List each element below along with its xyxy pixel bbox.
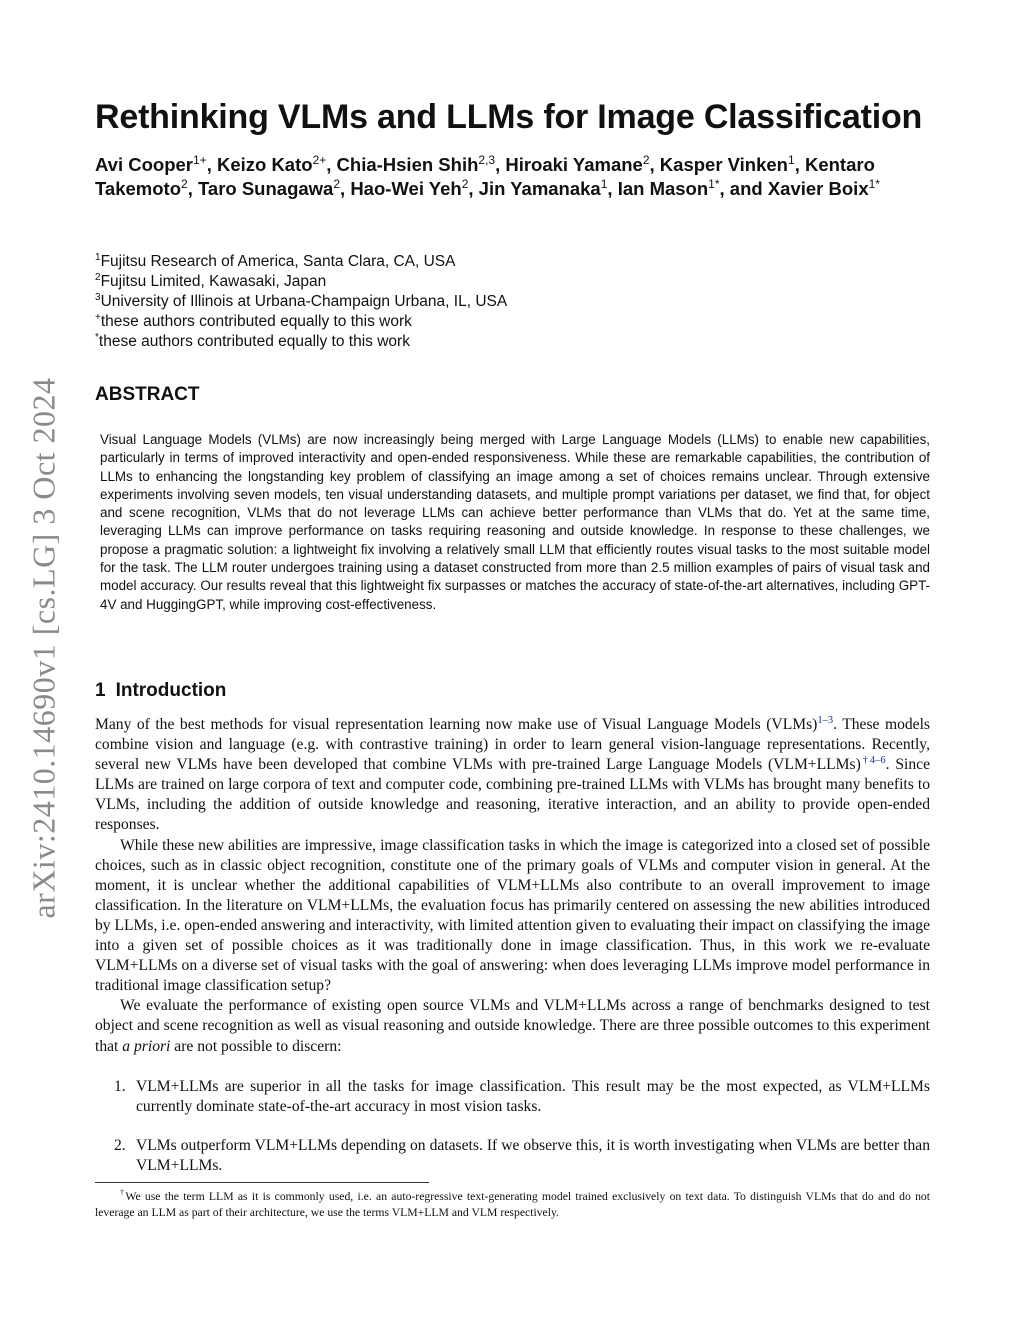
author-affiliation-mark: 2+ [312,153,327,167]
author-name: Xavier Boix$^{1*}$ [767,177,880,199]
abstract-body: Visual Language Models (VLMs) are now increasingly being merged with Large Language Models (LLMs) to enable new capabilities, particularly in terms of improved interactivity and open-ended responsiveness. While these are remarkable capabilities, the contribution of LLMs to enhancing the longstanding key problem of classifying an image among a set of choices remains unclear. Through extensive experiments involving seven models, ten visual understanding datasets, and multiple prompt variations per dataset, we find that, for object and scene recognition, VLMs that do not leverage LLMs can achieve better performance than VLMs that do. Yet at the same time, leveraging LLMs can improve performance on tasks requiring reasoning and outside knowledge. In response to these challenges, we propose a pragmatic solution: a lightweight fix involving a relatively small LLM that efficiently routes visual tasks to the most suitable model for the task. The LLM router undergoes training using a dataset constructed from more than 2.5 million examples of pairs of visual task and model accuracy. Our results reveal that this lightweight fix surpasses or matches the accuracy of state-of-the-art alternatives, including GPT-4V and HuggingGPT, while improving cost-effectiveness. [100,432,930,612]
citation-link[interactable]: †4–6 [860,755,886,767]
author-affiliation-mark: 1 [600,177,608,191]
list-number: 2. [114,1137,126,1154]
author-separator: , [794,154,805,175]
paper-title: Rethinking VLMs and LLMs for Image Classification [95,98,923,136]
list-number: 1. [114,1078,126,1095]
section-number: 1 [95,680,106,701]
arxiv-id[interactable]: arXiv:2410.14690v1 [cs.LG] 3 Oct 2024 [25,377,62,919]
author-separator: , [468,178,479,199]
section-heading-introduction [95,680,226,702]
author-name: Jin Yamanaka$^1$ [478,177,608,199]
author-name: Kasper Vinken$^1$ [659,153,795,175]
affiliation-item [95,252,945,272]
author-name: Hiroaki Yamane$^2$ [505,153,650,175]
author-affiliation-mark: 1* [708,177,720,191]
author-affiliation-mark: 2 [642,153,650,167]
affiliation-mark: + [95,312,101,323]
author-name: Kentaro Takemoto$^2$ [95,154,875,199]
affiliation-list [95,252,945,352]
list-text: VLMs outperform VLM+LLMs depending on datasets. If we observe this, it is worth investigating when VLMs are better than VLM+LLMs. [136,1137,930,1175]
paragraph-text: . These models combine vision and language (e.g. with contrastive training) in order to learn general vision-language representations. Recently, several new VLMs have been developed that combine VLMs with pre-trained Large Language Models (VLM+LLMs) [95,716,930,774]
author-separator: , [187,178,198,199]
author-separator: , [326,154,337,175]
list-item [95,1077,930,1117]
affiliation-item [95,332,945,352]
footnote-divider [95,1182,429,1183]
affiliation-text: Fujitsu Limited, Kawasaki, Japan [100,273,327,290]
author-name: Hao-Wei Yeh$^2$ [350,177,469,199]
affiliation-mark: * [95,332,99,343]
abstract-heading: ABSTRACT [95,384,200,405]
author-name: Keizo Kato$^{2+}$ [216,153,327,175]
emphasis: a priori [122,1037,171,1055]
paragraph-text: are not possible to discern: [170,1037,342,1055]
affiliation-mark: 3 [95,292,101,303]
paragraph-text: Many of the best methods for visual representation learning now make use of Visual Language Models (VLMs) [95,716,818,733]
affiliation-text: these authors contributed equally to this work [100,313,412,330]
introduction-body [95,715,930,1057]
paragraph [95,996,930,1056]
author-separator: , and [719,178,768,199]
author-separator: , [206,154,217,175]
affiliation-mark: 1 [95,252,101,263]
author-name: Ian Mason$^{1*}$ [617,177,720,199]
author-name: Taro Sunagawa$^2$ [197,177,341,199]
author-affiliation-mark: 2 [461,177,469,191]
footnote [95,1189,930,1220]
author-affiliation-mark: 1* [868,177,880,191]
affiliation-item [95,312,945,332]
list-item [95,1136,930,1176]
affiliation-item [95,272,945,292]
section-title: Introduction [115,680,227,701]
affiliation-mark: 2 [95,272,101,283]
author-name: Avi Cooper$^{1+}$ [95,153,207,175]
footnote-mark: † [120,1188,126,1197]
author-separator: , [340,178,351,199]
author-affiliation-mark: 1+ [193,153,207,167]
citation-link[interactable]: 1–3 [817,715,834,726]
paragraph-text: We evaluate the performance of existing open source VLMs and VLM+LLMs across a range of benchmarks designed to test object and scene recognition as well as visual reasoning and outside knowledge. There are three possible outcomes to this experiment that [95,997,930,1055]
paragraph: While these new abilities are impressive, image classification tasks in which the image is categorized into a closed set of possible choices, such as in classic object recognition, constitute one of the primary goals of VLMs and computer vision in general. At the moment, it is unclear whether the additional capabilities of VLM+LLMs also contribute to an overall improvement to image classification. In the literature on VLM+LLMs, the evaluation focus has primarily centered on assessing the new abilities introduced by LLMs, i.e. open-ended answering and interactivity, with limited attention given to evaluating their impact on classifying the image into a given set of possible choices as it was traditionally done in image classification. Thus, in this work we re-evaluate VLM+LLMs on a diverse set of visual tasks with the goal of answering: when does leveraging LLMs improve model performance in traditional image classification setup? [95,836,930,995]
author-affiliation-mark: 1 [788,153,795,167]
author-affiliation-mark: 2,3 [478,153,496,167]
affiliation-text: Fujitsu Research of America, Santa Clara, CA, USA [100,253,456,270]
affiliation-text: these authors contributed equally to this work [98,333,410,350]
paragraph-text: . Since LLMs are trained on large corpora of text and computer code, combining pre-trained LLMs with VLMs has brought many benefits to VLMs, including the addition of outside knowledge and reasoning, iterative interaction, and an ability to provide open-ended responses. [95,756,931,834]
author-separator: , [495,154,506,175]
affiliation-item [95,292,945,312]
author-affiliation-mark: 2 [333,177,341,191]
paragraph [95,715,930,836]
list-text: VLM+LLMs are superior in all the tasks for image classification. This result may be the most expected, as VLM+LLMs currently dominate state-of-the-art accuracy in most vision tasks. [136,1078,930,1116]
author-affiliation-mark: 2 [181,177,188,191]
author-separator: , [607,178,618,199]
author-list [95,153,945,201]
footnote-text: We use the term LLM as it is commonly used, i.e. an auto-regressive text-generating model trained exclusively on text data. To distinguish VLMs that do and do not leverage an LLM as part of their architecture, we use the terms VLM+LLM and VLM respectively. [95,1190,930,1219]
author-name: Chia-Hsien Shih$^{2,3}$ [336,153,496,175]
author-separator: , [649,154,660,175]
affiliation-text: University of Illinois at Urbana-Champaign Urbana, IL, USA [100,293,508,310]
